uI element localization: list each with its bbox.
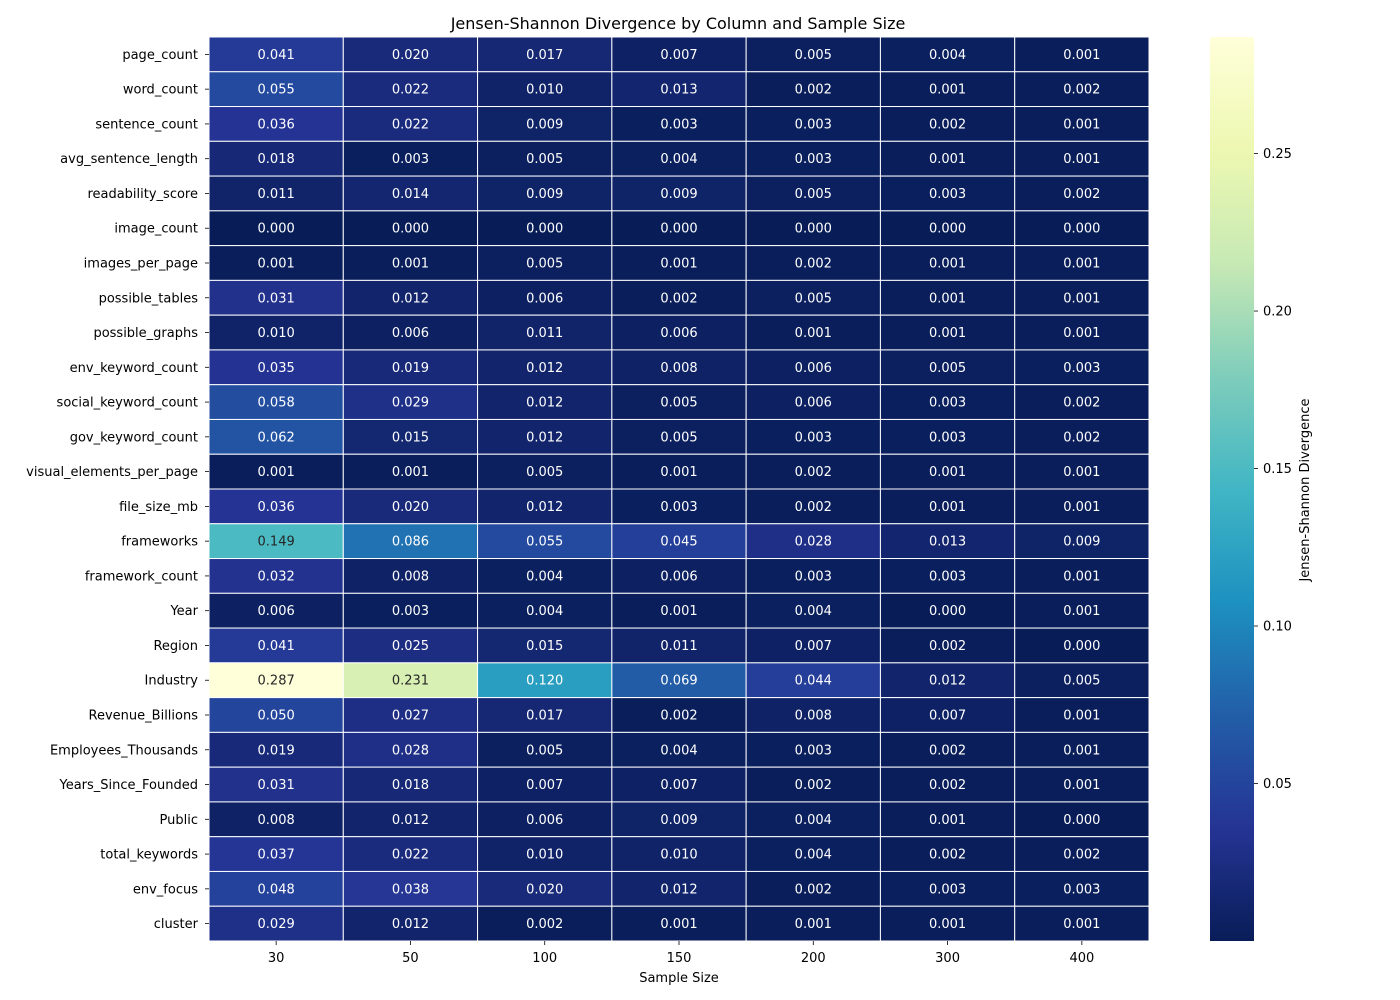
colorbar-tick-label: 0.25 bbox=[1263, 147, 1292, 163]
cell-value-label: 0.015 bbox=[391, 430, 430, 446]
x-tick-label: 150 bbox=[666, 951, 692, 966]
cell-value-label: 0.012 bbox=[526, 430, 564, 446]
cell-value-label: 0.031 bbox=[257, 291, 295, 307]
cell-value-label: 0.002 bbox=[660, 708, 698, 724]
y-tick-label: possible_graphs bbox=[93, 326, 198, 342]
cell-value-label: 0.003 bbox=[660, 117, 698, 133]
cell-value-label: 0.010 bbox=[526, 82, 564, 98]
cell-value-label: 0.009 bbox=[1063, 534, 1101, 550]
cell-value-label: 0.001 bbox=[660, 465, 698, 481]
y-tick-label: cluster bbox=[153, 917, 198, 933]
cell-value-label: 0.022 bbox=[391, 117, 430, 133]
y-tick-label: Revenue_Billions bbox=[88, 708, 198, 724]
cell-value-label: 0.014 bbox=[391, 186, 430, 202]
cell-value-label: 0.007 bbox=[660, 47, 698, 63]
cell-value-label: 0.001 bbox=[1063, 778, 1101, 794]
cell-value-label: 0.012 bbox=[391, 291, 430, 307]
cell-value-label: 0.025 bbox=[391, 638, 430, 654]
cell-value-label: 0.005 bbox=[526, 256, 564, 272]
y-tick-label: file_size_mb bbox=[119, 499, 198, 515]
cell-value-label: 0.018 bbox=[257, 152, 295, 168]
x-tick-label: 100 bbox=[532, 951, 558, 966]
cell-value-label: 0.001 bbox=[257, 256, 295, 272]
cell-value-label: 0.005 bbox=[526, 743, 564, 759]
cell-value-label: 0.231 bbox=[391, 673, 430, 689]
cell-value-label: 0.002 bbox=[660, 291, 698, 307]
cell-value-label: 0.002 bbox=[794, 499, 832, 515]
cell-value-label: 0.001 bbox=[1063, 47, 1101, 63]
y-tick-label: frameworks bbox=[121, 534, 198, 550]
x-tick-label: 30 bbox=[267, 951, 285, 966]
cell-value-label: 0.005 bbox=[526, 465, 564, 481]
cell-value-label: 0.003 bbox=[391, 152, 430, 168]
cell-value-label: 0.012 bbox=[526, 395, 564, 411]
cell-value-label: 0.002 bbox=[794, 882, 832, 898]
cell-value-label: 0.001 bbox=[1063, 917, 1101, 933]
cell-value-label: 0.003 bbox=[1063, 882, 1101, 898]
cell-value-label: 0.001 bbox=[1063, 569, 1101, 585]
cell-value-label: 0.003 bbox=[928, 430, 967, 446]
cell-value-label: 0.001 bbox=[1063, 291, 1101, 307]
cell-value-label: 0.009 bbox=[526, 117, 564, 133]
cell-value-label: 0.038 bbox=[391, 882, 430, 898]
x-tick-label: 50 bbox=[402, 951, 419, 966]
cell-value-label: 0.037 bbox=[257, 847, 295, 863]
y-tick-label: page_count bbox=[122, 47, 198, 63]
cell-value-label: 0.002 bbox=[928, 638, 967, 654]
cell-value-label: 0.006 bbox=[257, 604, 295, 620]
cell-value-label: 0.017 bbox=[526, 708, 564, 724]
cell-value-label: 0.041 bbox=[257, 638, 295, 654]
cell-value-label: 0.004 bbox=[794, 812, 832, 828]
cell-value-label: 0.004 bbox=[794, 847, 832, 863]
cell-value-label: 0.003 bbox=[794, 569, 832, 585]
cell-value-label: 0.000 bbox=[257, 221, 295, 237]
y-tick-label: readability_score bbox=[87, 186, 198, 202]
y-tick-label: social_keyword_count bbox=[56, 395, 198, 411]
cell-value-label: 0.002 bbox=[1063, 395, 1101, 411]
cell-value-label: 0.017 bbox=[526, 47, 564, 63]
cell-value-label: 0.036 bbox=[257, 499, 295, 515]
cell-value-label: 0.005 bbox=[660, 430, 698, 446]
cell-value-label: 0.004 bbox=[794, 604, 832, 620]
cell-value-label: 0.001 bbox=[928, 326, 967, 342]
cell-value-label: 0.020 bbox=[526, 882, 564, 898]
cell-value-label: 0.002 bbox=[794, 82, 832, 98]
cell-value-label: 0.002 bbox=[1063, 82, 1101, 98]
y-tick-label: env_keyword_count bbox=[69, 360, 198, 376]
y-tick-label: Employees_Thousands bbox=[49, 743, 198, 759]
cell-value-label: 0.001 bbox=[1063, 152, 1101, 168]
cell-value-label: 0.000 bbox=[928, 221, 967, 237]
cell-value-label: 0.018 bbox=[391, 778, 430, 794]
cell-value-label: 0.028 bbox=[794, 534, 832, 550]
cell-value-label: 0.048 bbox=[257, 882, 295, 898]
cell-value-label: 0.000 bbox=[1063, 221, 1101, 237]
y-tick-label: possible_tables bbox=[98, 291, 198, 307]
cell-value-label: 0.035 bbox=[257, 360, 295, 376]
cell-value-label: 0.045 bbox=[660, 534, 698, 550]
colorbar-tick-label: 0.05 bbox=[1263, 777, 1292, 793]
cell-value-label: 0.002 bbox=[1063, 847, 1101, 863]
y-tick-label: Region bbox=[153, 638, 198, 654]
cell-value-label: 0.010 bbox=[526, 847, 564, 863]
y-tick-label: images_per_page bbox=[83, 256, 198, 272]
cell-value-label: 0.058 bbox=[257, 395, 295, 411]
cell-value-label: 0.003 bbox=[928, 882, 967, 898]
cell-value-label: 0.001 bbox=[794, 917, 832, 933]
cell-value-label: 0.006 bbox=[660, 326, 698, 342]
cell-value-label: 0.012 bbox=[660, 882, 698, 898]
cell-value-label: 0.006 bbox=[526, 291, 564, 307]
x-tick-label: 400 bbox=[1069, 951, 1095, 966]
cell-value-label: 0.001 bbox=[928, 499, 967, 515]
cell-value-label: 0.005 bbox=[1063, 673, 1101, 689]
cell-value-label: 0.000 bbox=[794, 221, 832, 237]
heatmap-cells bbox=[209, 37, 1149, 941]
cell-value-label: 0.001 bbox=[928, 291, 967, 307]
colorbar-gradient bbox=[1210, 37, 1254, 941]
cell-value-label: 0.008 bbox=[794, 708, 832, 724]
cell-value-label: 0.027 bbox=[391, 708, 430, 724]
cell-value-label: 0.000 bbox=[660, 221, 698, 237]
colorbar-tick-label: 0.15 bbox=[1263, 462, 1292, 478]
y-tick-label: gov_keyword_count bbox=[69, 430, 198, 446]
cell-value-label: 0.029 bbox=[257, 917, 295, 933]
cell-value-label: 0.001 bbox=[1063, 326, 1101, 342]
cell-value-label: 0.001 bbox=[391, 465, 430, 481]
cell-value-label: 0.007 bbox=[794, 638, 832, 654]
cell-value-label: 0.036 bbox=[257, 117, 295, 133]
cell-value-label: 0.002 bbox=[928, 847, 967, 863]
cell-value-label: 0.055 bbox=[257, 82, 295, 98]
cell-value-label: 0.003 bbox=[794, 117, 832, 133]
cell-value-label: 0.000 bbox=[391, 221, 430, 237]
cell-value-label: 0.001 bbox=[928, 465, 967, 481]
cell-value-label: 0.008 bbox=[660, 360, 698, 376]
cell-value-label: 0.006 bbox=[794, 360, 832, 376]
cell-value-label: 0.001 bbox=[928, 917, 967, 933]
cell-value-label: 0.005 bbox=[794, 47, 832, 63]
cell-value-label: 0.001 bbox=[794, 326, 832, 342]
y-tick-label: Year bbox=[170, 604, 198, 620]
colorbar-label: Jensen-Shannon Divergence bbox=[1298, 398, 1313, 582]
cell-value-label: 0.003 bbox=[1063, 360, 1101, 376]
cell-value-label: 0.000 bbox=[928, 604, 967, 620]
cell-value-label: 0.001 bbox=[391, 256, 430, 272]
cell-value-label: 0.009 bbox=[660, 186, 698, 202]
cell-value-label: 0.007 bbox=[928, 708, 967, 724]
cell-value-label: 0.001 bbox=[928, 152, 967, 168]
cell-value-label: 0.005 bbox=[794, 291, 832, 307]
cell-value-label: 0.001 bbox=[1063, 465, 1101, 481]
cell-value-label: 0.041 bbox=[257, 47, 295, 63]
cell-value-label: 0.003 bbox=[928, 186, 967, 202]
cell-value-label: 0.012 bbox=[928, 673, 967, 689]
cell-value-label: 0.001 bbox=[928, 82, 967, 98]
y-tick-label: framework_count bbox=[84, 569, 198, 585]
cell-value-label: 0.006 bbox=[660, 569, 698, 585]
cell-value-label: 0.007 bbox=[660, 778, 698, 794]
cell-value-label: 0.001 bbox=[660, 917, 698, 933]
cell-value-label: 0.001 bbox=[257, 465, 295, 481]
cell-value-label: 0.000 bbox=[1063, 812, 1101, 828]
cell-value-label: 0.003 bbox=[794, 152, 832, 168]
cell-value-label: 0.001 bbox=[1063, 499, 1101, 515]
cell-value-label: 0.004 bbox=[660, 152, 698, 168]
cell-value-label: 0.002 bbox=[928, 778, 967, 794]
y-tick-label: visual_elements_per_page bbox=[26, 465, 198, 481]
colorbar bbox=[1210, 37, 1292, 941]
cell-value-label: 0.001 bbox=[1063, 743, 1101, 759]
cell-value-label: 0.004 bbox=[660, 743, 698, 759]
colorbar-tick-label: 0.10 bbox=[1263, 619, 1292, 635]
cell-value-label: 0.001 bbox=[1063, 256, 1101, 272]
cell-value-label: 0.086 bbox=[391, 534, 430, 550]
cell-value-label: 0.015 bbox=[526, 638, 564, 654]
cell-value-label: 0.002 bbox=[794, 778, 832, 794]
x-axis-label: Sample Size bbox=[639, 971, 719, 986]
y-tick-label: sentence_count bbox=[95, 117, 198, 133]
cell-value-label: 0.010 bbox=[660, 847, 698, 863]
cell-value-label: 0.002 bbox=[526, 917, 564, 933]
cell-value-label: 0.031 bbox=[257, 778, 295, 794]
cell-value-label: 0.002 bbox=[794, 465, 832, 481]
x-tick-label: 300 bbox=[935, 951, 960, 966]
cell-value-label: 0.012 bbox=[526, 499, 564, 515]
y-tick-label: image_count bbox=[114, 221, 198, 237]
cell-value-label: 0.006 bbox=[794, 395, 832, 411]
cell-value-label: 0.003 bbox=[794, 430, 832, 446]
cell-value-label: 0.011 bbox=[660, 638, 698, 654]
cell-value-label: 0.149 bbox=[257, 534, 295, 550]
cell-value-label: 0.001 bbox=[660, 604, 698, 620]
cell-value-label: 0.006 bbox=[391, 326, 430, 342]
x-axis bbox=[268, 941, 1094, 966]
cell-value-label: 0.022 bbox=[391, 82, 430, 98]
chart-title: Jensen-Shannon Divergence by Column and Sample Size bbox=[450, 14, 906, 33]
y-tick-label: Years_Since_Founded bbox=[59, 778, 198, 794]
cell-value-label: 0.012 bbox=[526, 360, 564, 376]
cell-value-label: 0.062 bbox=[257, 430, 295, 446]
cell-value-label: 0.010 bbox=[257, 326, 295, 342]
cell-value-label: 0.006 bbox=[526, 812, 564, 828]
cell-value-label: 0.008 bbox=[391, 569, 430, 585]
cell-value-label: 0.001 bbox=[928, 256, 967, 272]
cell-value-label: 0.003 bbox=[660, 499, 698, 515]
cell-value-label: 0.003 bbox=[928, 569, 967, 585]
cell-value-label: 0.002 bbox=[1063, 430, 1101, 446]
cell-value-label: 0.005 bbox=[928, 360, 967, 376]
cell-value-label: 0.002 bbox=[1063, 186, 1101, 202]
cell-value-label: 0.003 bbox=[391, 604, 430, 620]
cell-value-label: 0.004 bbox=[526, 604, 564, 620]
cell-value-label: 0.001 bbox=[1063, 604, 1101, 620]
cell-value-label: 0.004 bbox=[526, 569, 564, 585]
cell-value-label: 0.009 bbox=[660, 812, 698, 828]
cell-value-label: 0.028 bbox=[391, 743, 430, 759]
cell-value-label: 0.032 bbox=[257, 569, 295, 585]
cell-value-label: 0.000 bbox=[1063, 638, 1101, 654]
cell-value-label: 0.001 bbox=[660, 256, 698, 272]
cell-value-label: 0.003 bbox=[928, 395, 967, 411]
x-tick-label: 200 bbox=[800, 951, 826, 966]
cell-value-label: 0.011 bbox=[526, 326, 564, 342]
colorbar-tick-label: 0.20 bbox=[1263, 304, 1292, 320]
cell-value-label: 0.002 bbox=[794, 256, 832, 272]
cell-value-label: 0.011 bbox=[257, 186, 295, 202]
cell-value-label: 0.002 bbox=[928, 743, 967, 759]
cell-value-label: 0.001 bbox=[928, 812, 967, 828]
cell-value-label: 0.044 bbox=[794, 673, 832, 689]
y-tick-label: word_count bbox=[122, 82, 198, 98]
cell-value-label: 0.120 bbox=[526, 673, 564, 689]
cell-value-label: 0.050 bbox=[257, 708, 295, 724]
cell-value-label: 0.005 bbox=[794, 186, 832, 202]
cell-value-label: 0.029 bbox=[391, 395, 430, 411]
cell-value-label: 0.020 bbox=[391, 499, 430, 515]
cell-value-label: 0.002 bbox=[928, 117, 967, 133]
cell-value-label: 0.287 bbox=[257, 673, 295, 689]
y-tick-label: avg_sentence_length bbox=[60, 152, 198, 168]
cell-value-label: 0.000 bbox=[526, 221, 564, 237]
cell-value-label: 0.019 bbox=[257, 743, 295, 759]
cell-value-label: 0.004 bbox=[928, 47, 967, 63]
cell-value-label: 0.020 bbox=[391, 47, 430, 63]
cell-value-label: 0.019 bbox=[391, 360, 430, 376]
cell-value-label: 0.005 bbox=[660, 395, 698, 411]
cell-value-label: 0.001 bbox=[1063, 117, 1101, 133]
cell-value-label: 0.005 bbox=[526, 152, 564, 168]
cell-value-label: 0.055 bbox=[526, 534, 564, 550]
cell-value-label: 0.012 bbox=[391, 812, 430, 828]
cell-value-label: 0.003 bbox=[794, 743, 832, 759]
cell-value-label: 0.008 bbox=[257, 812, 295, 828]
y-tick-label: Public bbox=[159, 812, 198, 828]
cell-value-label: 0.009 bbox=[526, 186, 564, 202]
y-tick-label: Industry bbox=[144, 673, 198, 689]
y-tick-label: total_keywords bbox=[100, 847, 198, 863]
cell-value-label: 0.001 bbox=[1063, 708, 1101, 724]
y-axis bbox=[26, 48, 209, 932]
cell-value-label: 0.012 bbox=[391, 917, 430, 933]
cell-value-label: 0.007 bbox=[526, 778, 564, 794]
cell-value-label: 0.022 bbox=[391, 847, 430, 863]
cell-value-label: 0.013 bbox=[660, 82, 698, 98]
y-tick-label: env_focus bbox=[132, 882, 198, 898]
cell-value-label: 0.013 bbox=[928, 534, 967, 550]
cell-value-label: 0.069 bbox=[660, 673, 698, 689]
